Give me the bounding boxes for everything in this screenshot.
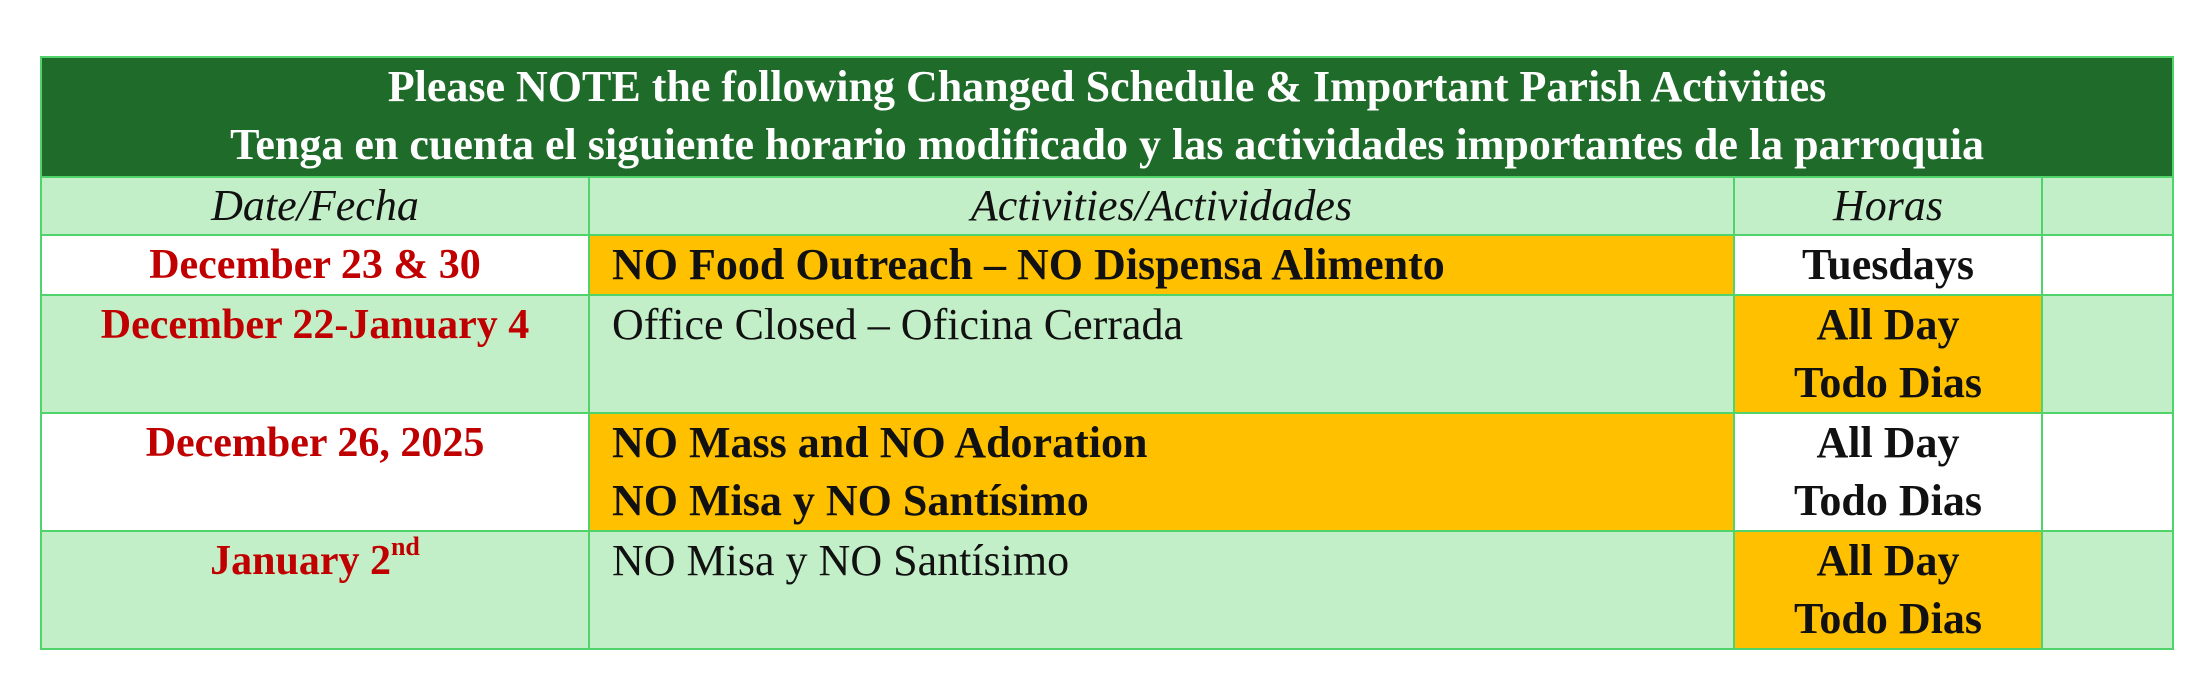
activity-cell <box>589 531 1734 649</box>
date-cell: December 22-January 4 <box>41 295 589 413</box>
date-cell <box>41 531 589 649</box>
blank-cell <box>2042 295 2173 413</box>
header-blank <box>2042 177 2173 235</box>
date-text: January 2 <box>210 538 391 584</box>
activity-cell <box>589 413 1734 531</box>
date-cell: December 23 & 30 <box>41 235 589 295</box>
hours-line: Tuesdays <box>1801 240 1975 289</box>
hours-line: All Day <box>1816 418 1960 467</box>
schedule-table <box>40 56 2174 650</box>
header-activities: Activities/Actividades <box>589 177 1734 235</box>
blank-cell <box>2042 235 2173 295</box>
blank-cell <box>2042 413 2173 531</box>
header-hours: Horas <box>1734 177 2042 235</box>
activity-line: NO Misa y NO Santísimo <box>612 476 1089 525</box>
title-row <box>41 57 2173 177</box>
table-row <box>41 295 2173 413</box>
hours-cell <box>1734 295 2042 413</box>
title-spanish: Tenga en cuenta el siguiente horario modificado y las actividades importantes de la parroquia <box>230 120 1984 169</box>
activity-line: NO Mass and NO Adoration <box>612 418 1148 467</box>
hours-line: Todo Dias <box>1794 358 1982 407</box>
header-date: Date/Fecha <box>41 177 589 235</box>
table-title <box>41 57 2173 177</box>
table-row <box>41 235 2173 295</box>
date-ordinal-suffix: nd <box>390 532 420 561</box>
blank-cell <box>2042 531 2173 649</box>
title-english: Please NOTE the following Changed Schedule & Important Parish Activities <box>387 62 1827 111</box>
hours-line: Todo Dias <box>1794 594 1982 643</box>
activity-line: NO Misa y NO Santísimo <box>612 536 1070 585</box>
hours-line: Todo Dias <box>1794 476 1982 525</box>
activity-line: NO Food Outreach – NO Dispensa Alimento <box>612 240 1445 289</box>
hours-line: All Day <box>1816 536 1960 585</box>
hours-cell <box>1734 531 2042 649</box>
table-row <box>41 413 2173 531</box>
activity-cell <box>589 295 1734 413</box>
hours-cell <box>1734 235 2042 295</box>
column-header-row <box>41 177 2173 235</box>
hours-line: All Day <box>1816 300 1960 349</box>
table-row <box>41 531 2173 649</box>
activity-line: Office Closed – Oficina Cerrada <box>612 300 1183 349</box>
activity-cell <box>589 235 1734 295</box>
hours-cell <box>1734 413 2042 531</box>
date-cell: December 26, 2025 <box>41 413 589 531</box>
